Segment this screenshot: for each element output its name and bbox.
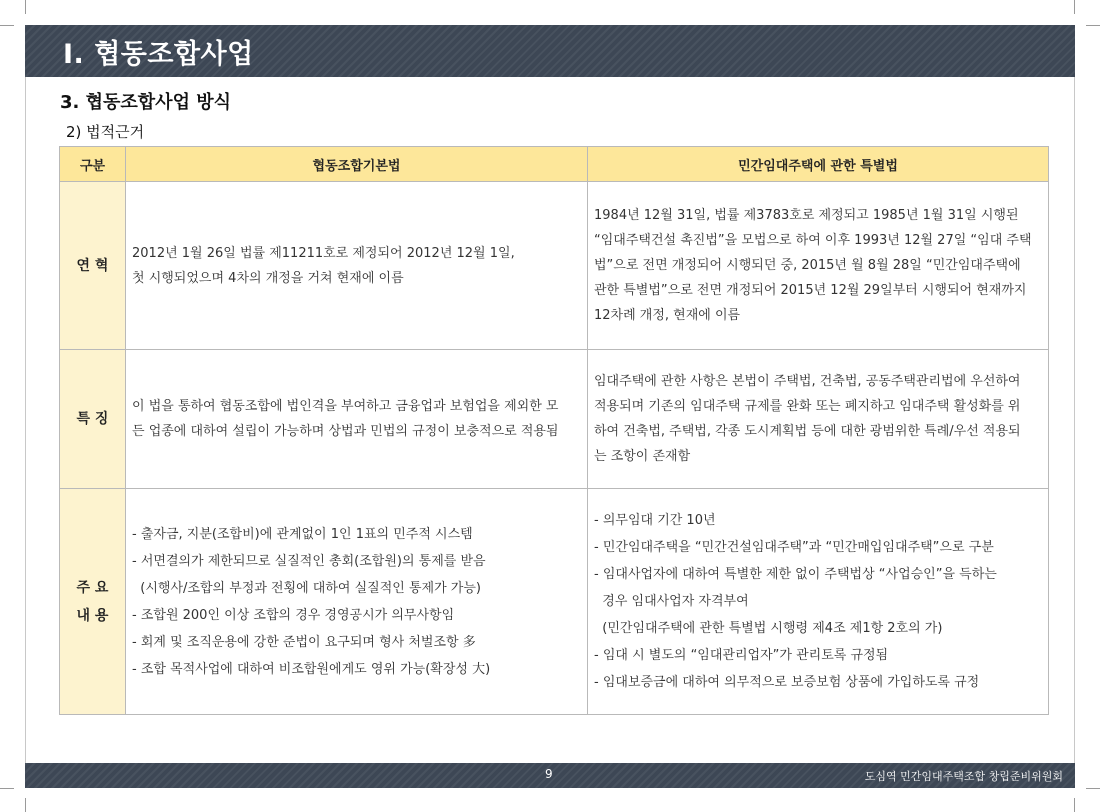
column-header-rental-act: 민간임대주택에 관한 특별법 [588, 147, 1049, 182]
text-line: 임대주택에 관한 사항은 본법이 주택법, 건축법, 공동주택관리법에 우선하여 [594, 374, 1021, 389]
crop-mark-top-right-v [1074, 0, 1075, 14]
column-header-coop-act: 협동조합기본법 [126, 147, 588, 182]
page-title: Ⅰ. 협동조합사업 [63, 38, 254, 70]
row-label-features: 특 징 [60, 350, 126, 489]
text-line: 적용되며 기존의 임대주택 규제를 완화 또는 폐지하고 임대주택 활성화를 위 [594, 399, 1021, 414]
text-line: 첫 시행되었으며 4차의 개정을 거쳐 현재에 이름 [132, 270, 404, 286]
column-header-category: 구분 [60, 147, 126, 182]
cell-main-rental [588, 489, 1049, 715]
list-item: - 임대 시 별도의 “임대관리업자”가 관리토록 규정됨 [594, 648, 889, 663]
list-item: - 조합원 200인 이상 조합의 경우 경영공시가 의무사항임 [132, 607, 455, 623]
list-item: (시행사/조합의 부정과 전횡에 대하여 실질적인 통제가 가능) [132, 580, 481, 596]
crop-mark-top-left-v [25, 0, 26, 14]
row-label-history: 연 혁 [60, 182, 126, 350]
cell-history-rental [588, 182, 1049, 350]
cell-history-coop [126, 182, 588, 350]
text-line: 는 조항이 존재함 [594, 449, 691, 464]
text-line: 하여 건축법, 주택법, 각종 도시계획법 등에 대한 광범위한 특례/우선 적용되 [594, 424, 1021, 439]
list-item: - 조합 목적사업에 대하여 비조합원에게도 영위 가능(확장성 大) [132, 661, 491, 677]
list-item: - 의무임대 기간 10년 [594, 513, 716, 528]
row-label-main-contents [60, 489, 126, 715]
table-row-features [60, 350, 1049, 489]
list-item: - 회계 및 조직운용에 강한 준법이 요구되며 형사 처벌조항 多 [132, 634, 476, 650]
organization-name: 도심역 민간임대주택조합 창립준비위원회 [864, 770, 1063, 783]
footer-bar [25, 763, 1075, 788]
crop-mark-top-right-h [1086, 25, 1100, 26]
row-label-line: 주 요 [76, 579, 109, 596]
crop-mark-top-left-h [0, 25, 14, 26]
list-item: - 출자금, 지분(조합비)에 관계없이 1인 1표의 민주적 시스템 [132, 526, 473, 542]
section-title: 3. 협동조합사업 방식 [60, 92, 231, 113]
list-item: - 서면결의가 제한되므로 실질적인 총회(조합원)의 통제를 받음 [132, 553, 486, 569]
page-border-right [1074, 25, 1075, 788]
crop-mark-bottom-right-v [1074, 798, 1075, 812]
text-line: “임대주택건설 촉진법”을 모법으로 하여 이후 1993년 12월 27일 “임대 주택 [594, 233, 1032, 248]
title-bar [25, 25, 1075, 77]
text-line: 2012년 1월 26일 법률 제11211호로 제정되어 2012년 12월 1일, [132, 245, 515, 261]
list-item: - 민간임대주택을 “민간건설임대주택”과 “민간매입임대주택”으로 구분 [594, 540, 994, 555]
section-subtitle: 2) 법적근거 [66, 123, 145, 141]
list-item: 경우 임대사업자 자격부여 [594, 594, 749, 609]
cell-main-coop [126, 489, 588, 715]
row-label-line: 내 용 [76, 607, 109, 624]
crop-mark-bottom-right-h [1086, 788, 1100, 789]
table-row-main-contents [60, 489, 1049, 715]
list-item: (민간임대주택에 관한 특별법 시행령 제4조 제1항 2호의 가) [594, 621, 943, 636]
cell-features-rental [588, 350, 1049, 489]
text-line: 관한 특별법”으로 전면 개정되어 2015년 12월 29일부터 시행되어 현재까지 [594, 283, 1027, 298]
cell-features-coop [126, 350, 588, 489]
list-item: - 임대보증금에 대하여 의무적으로 보증보험 상품에 가입하도록 규정 [594, 675, 980, 690]
text-line: 12차례 개정, 현재에 이름 [594, 308, 741, 323]
table-header-row [60, 147, 1049, 182]
table-row-history [60, 182, 1049, 350]
list-item: - 임대사업자에 대하여 특별한 제한 없이 주택법상 “사업승인”을 득하는 [594, 567, 997, 582]
text-line: 법”으로 전면 개정되어 시행되던 중, 2015년 월 8월 28일 “민간임대주택에 [594, 258, 1021, 273]
text-line: 이 법을 통하여 협동조합에 법인격을 부여하고 금융업과 보험업을 제외한 모 [132, 399, 559, 414]
legal-basis-table [59, 146, 1049, 715]
text-line: 1984년 12월 31일, 법률 제3783호로 제정되고 1985년 1월 31일 시행된 [594, 208, 1019, 223]
crop-mark-bottom-left-h [0, 788, 14, 789]
page-border-left [25, 25, 26, 788]
text-line: 든 업종에 대하여 설립이 가능하며 상법과 민법의 규정이 보충적으로 적용됨 [132, 424, 559, 439]
crop-mark-bottom-left-v [25, 798, 26, 812]
page-number: 9 [545, 767, 553, 781]
